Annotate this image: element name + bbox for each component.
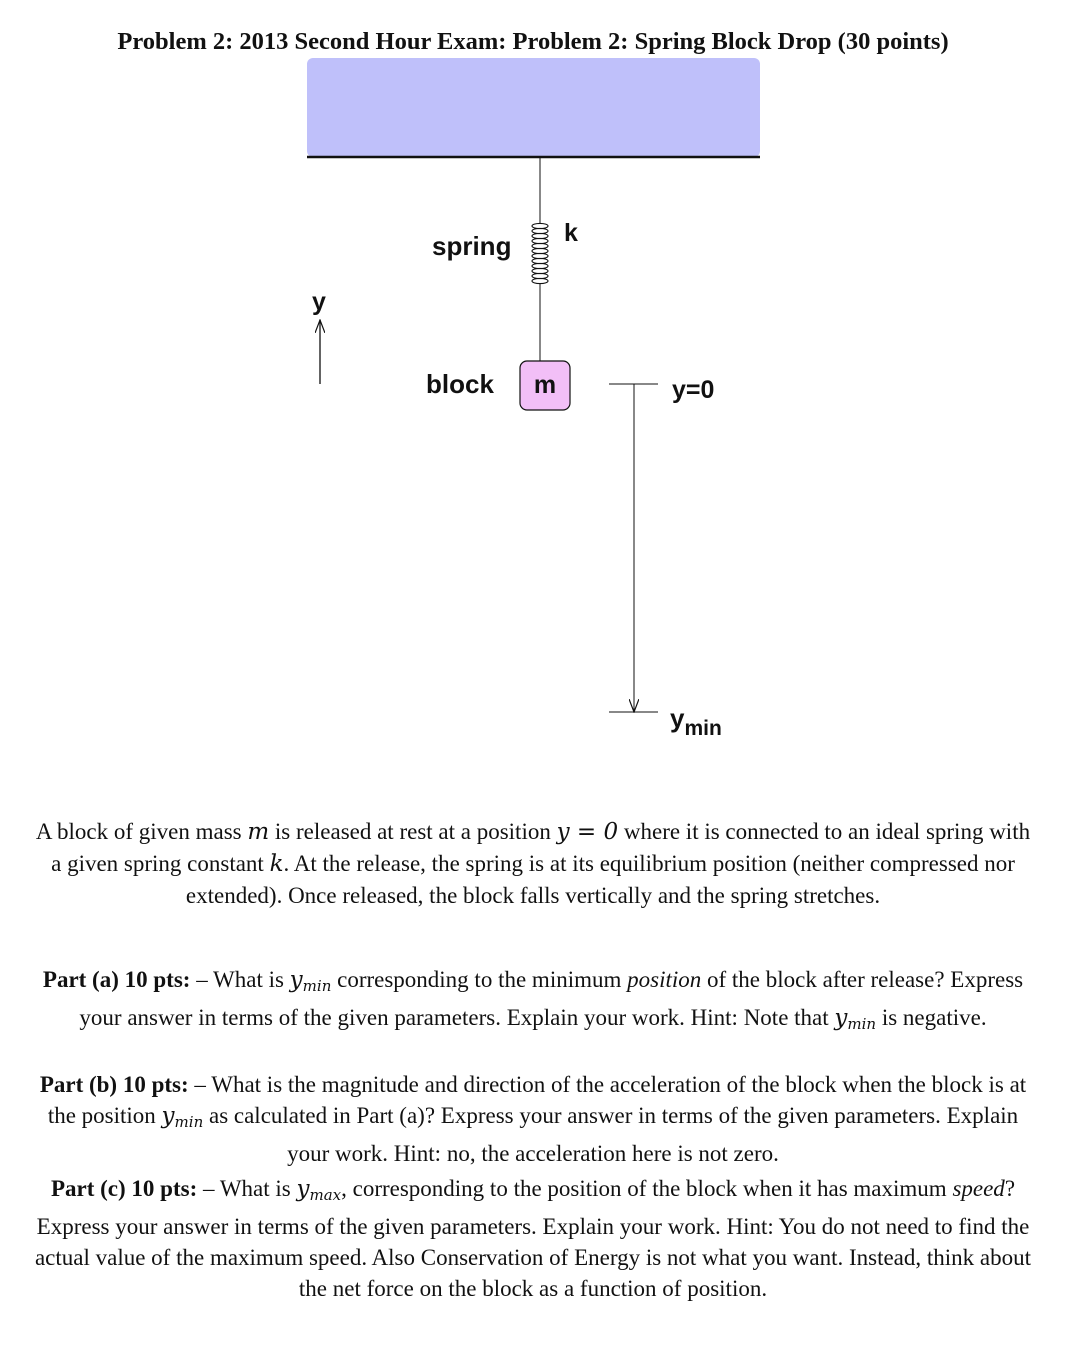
mass-label: m (533, 371, 557, 399)
part-a-label: Part (a) 10 pts: (42, 967, 191, 992)
intro-position-equation: y = 0 (556, 819, 619, 845)
intro-k-symbol: k (269, 851, 284, 877)
part-c-question (28, 1173, 1038, 1304)
part-c-text-3: ? Express your answer in terms of the given parameters. Explain your work. Hint: You do not need to find the actual value of the maximum speed. Also Conservation of Energy is not what you want. Instead, think about the net force on the block as a function of position. (34, 1176, 1032, 1301)
spring-coil (532, 223, 548, 283)
part-a-ymin-subscript-2: min (847, 1015, 877, 1033)
ymin-label (670, 703, 722, 740)
intro-text-2: is released at rest at a position (269, 819, 557, 844)
ymin-label-sub: min (684, 717, 722, 740)
part-a-ymin-symbol: y (289, 967, 303, 993)
part-a-text-4: is negative. (876, 1005, 987, 1030)
part-c-ymax-symbol: y (296, 1176, 310, 1202)
part-c-ymax-subscript: max (309, 1186, 342, 1204)
part-b-question (28, 1069, 1038, 1169)
part-b-ymin-subscript: min (174, 1113, 204, 1131)
part-b-text-2: as calculated in Part (a)? Express your answer in terms of the given parameters. Explain your work. Hint: no, the acceleration here is not zero. (203, 1103, 1019, 1166)
intro-text-1: A block of given mass (35, 819, 248, 844)
intro-mass-symbol: m (247, 819, 270, 845)
y-axis-label: y (312, 288, 326, 316)
spring-constant-label: k (564, 219, 578, 247)
block-label: block (426, 369, 494, 399)
spring-label: spring (432, 231, 512, 261)
part-b-ymin-symbol: y (161, 1103, 175, 1129)
part-c-label: Part (c) 10 pts: (50, 1176, 198, 1201)
part-a-emphasis: position (627, 967, 702, 992)
ymin-label-main: y (670, 703, 685, 733)
part-c-text-1: – What is (197, 1176, 297, 1201)
part-a-ymin-subscript: min (302, 977, 332, 995)
intro-text-4: . At the release, the spring is at its equilibrium position (neither compressed nor extended). Once released, the block falls vertically and the spring stretches. (185, 851, 1015, 908)
part-b-text-1: – What is the magnitude and direction of the acceleration of the block when the block is at the position (47, 1072, 1027, 1128)
part-a-ymin-symbol-2: y (834, 1005, 848, 1031)
part-a-text-3: of the block after release? Express your answer in terms of the given parameters. Explain your work. Hint: Note that (79, 967, 1024, 1030)
part-a-question (28, 964, 1038, 1040)
problem-title: Problem 2: 2013 Second Hour Exam: Problem 2: Spring Block Drop (30 points) (117, 28, 949, 55)
y0-label: y=0 (672, 376, 715, 404)
ceiling-support (307, 58, 760, 157)
intro-text-3: where it is connected to an ideal spring with a given spring constant (51, 819, 1031, 876)
part-c-text-2: , corresponding to the position of the block when it has maximum (341, 1176, 953, 1201)
part-a-text-1: – What is (190, 967, 290, 992)
problem-statement (28, 816, 1038, 911)
part-b-label: Part (b) 10 pts: (39, 1072, 189, 1097)
part-c-emphasis: speed (952, 1176, 1005, 1201)
part-a-text-2: corresponding to the minimum (331, 967, 628, 992)
